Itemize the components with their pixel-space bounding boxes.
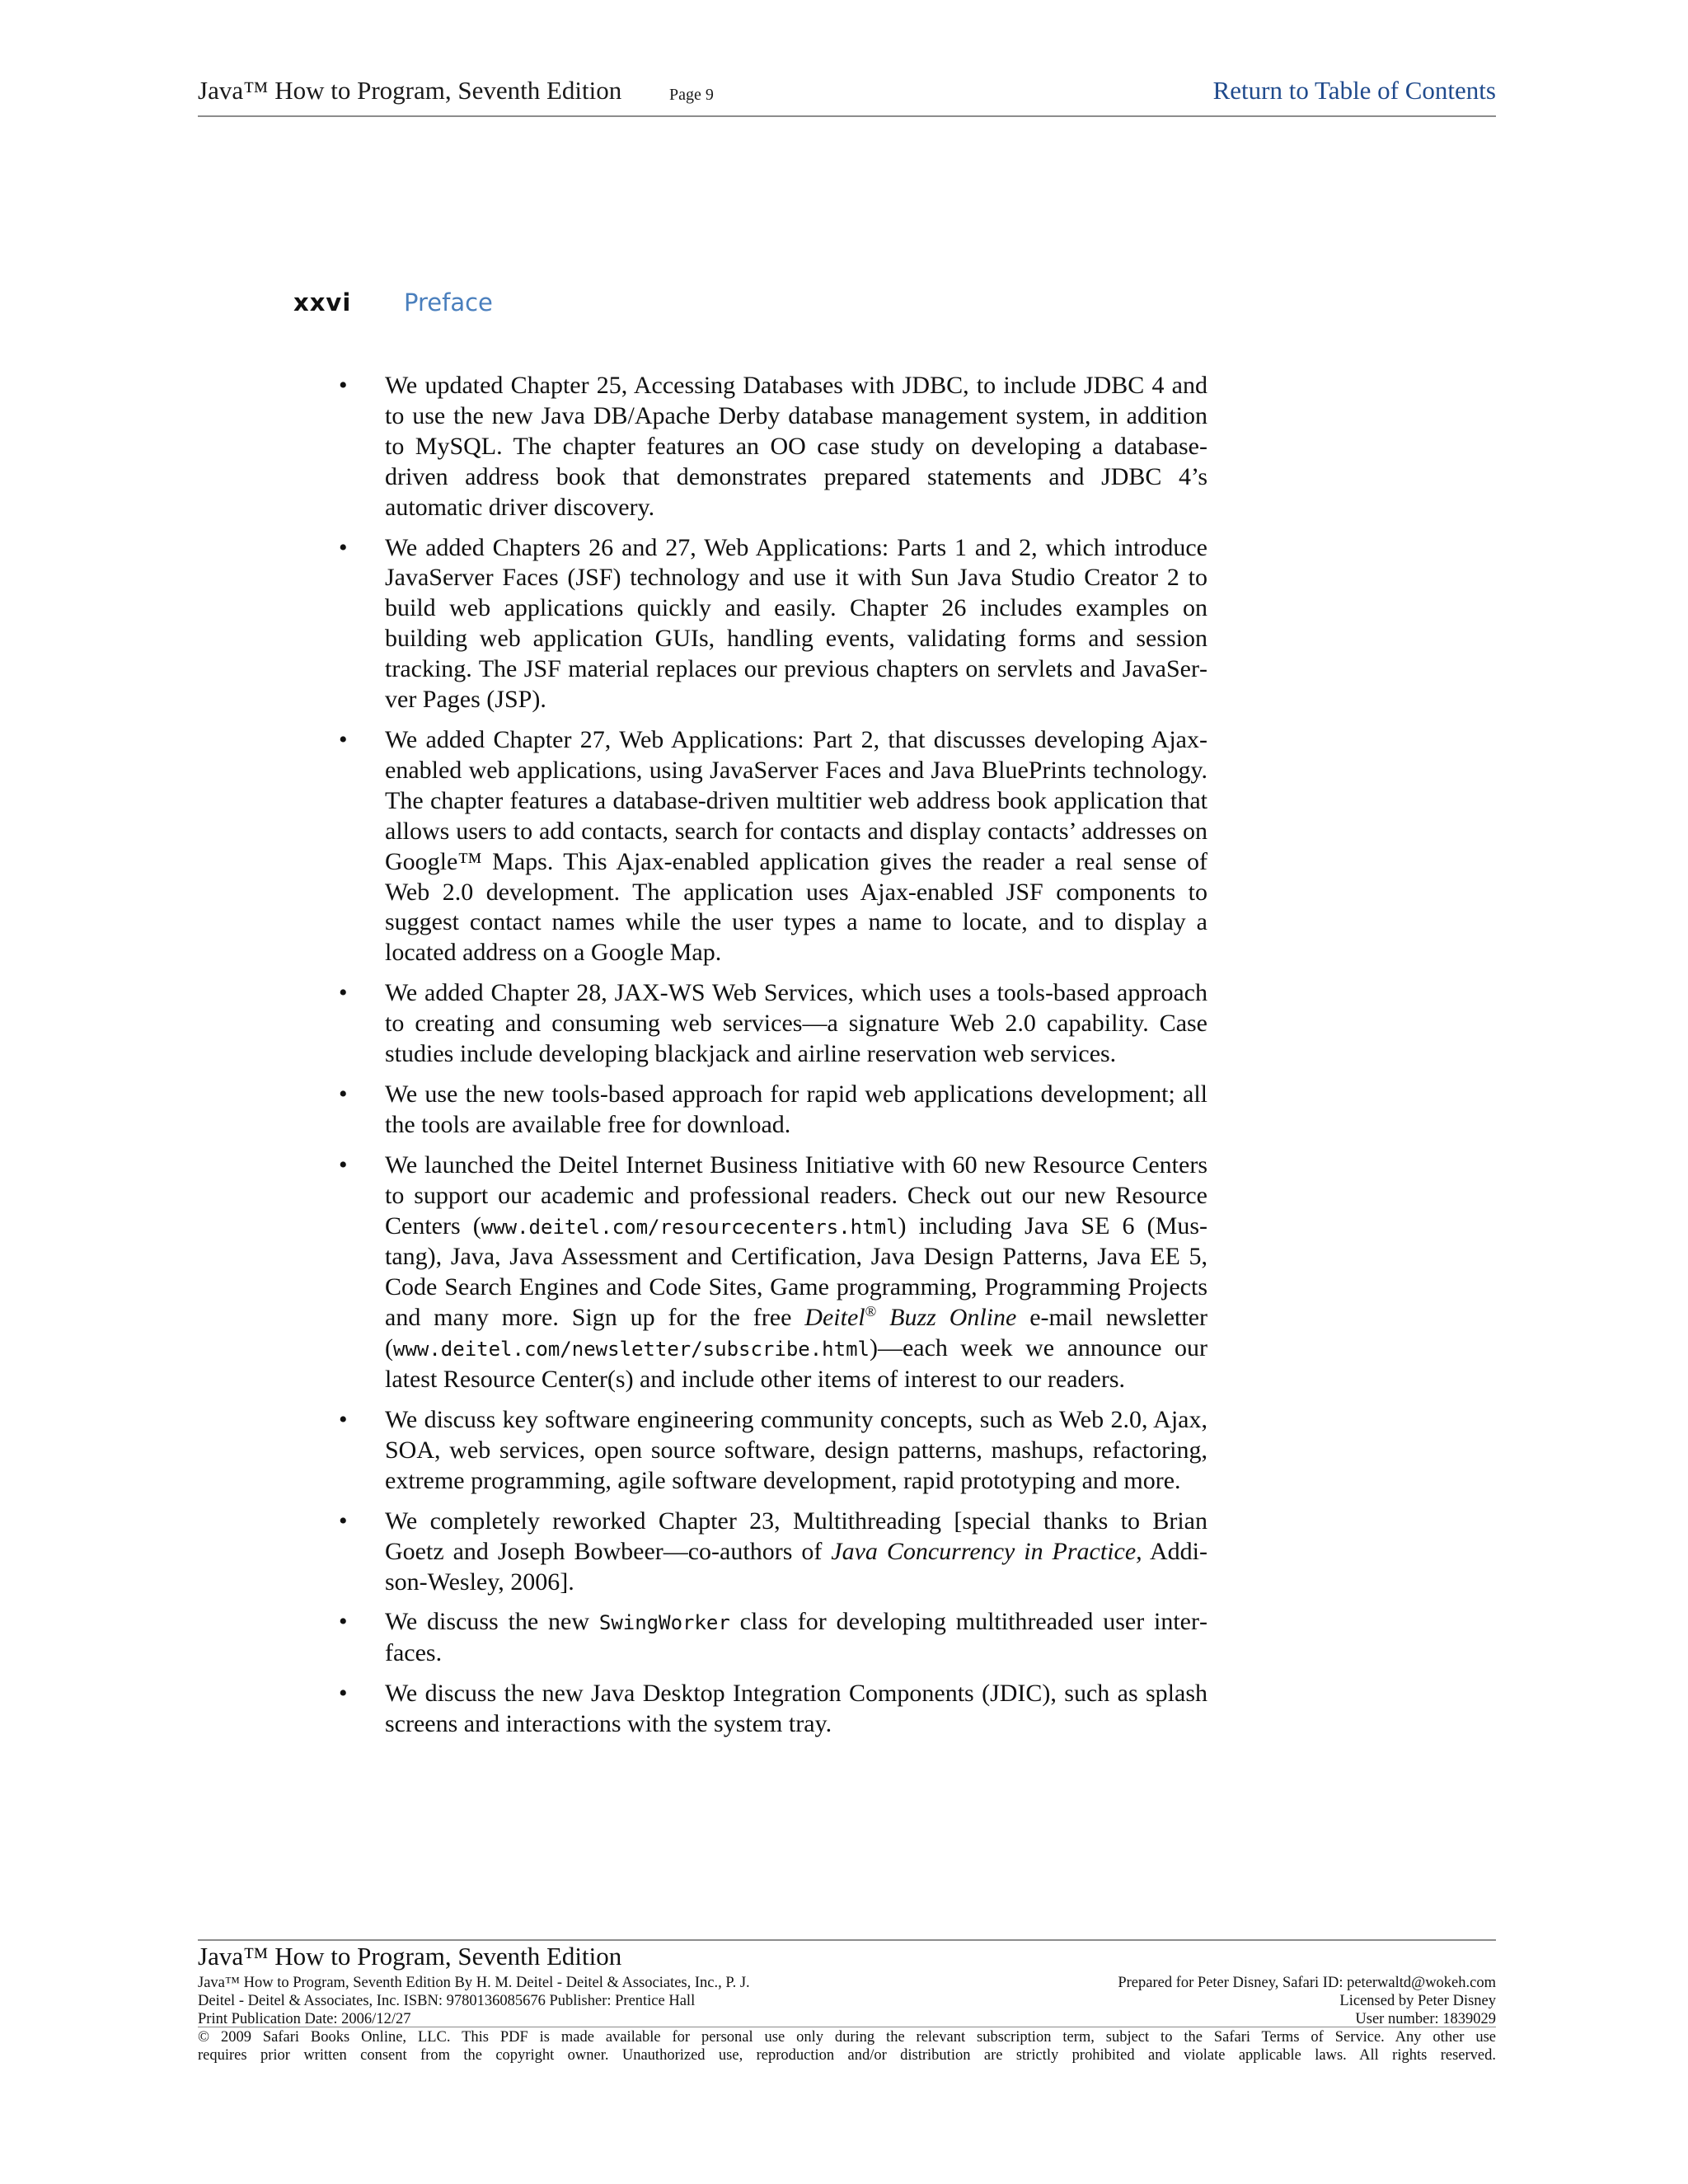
bullet-icon: • xyxy=(339,1680,348,1708)
bullet-text: class for developing multithreaded user interfaces. xyxy=(385,1608,1207,1667)
newsletter-url: www.deitel.com/newsletter/subscribe.html xyxy=(393,1338,870,1361)
footer-divider xyxy=(198,1939,1496,1941)
footer-copyright-line: © 2009 Safari Books Online, LLC. This PDF is made available for personal use only during the relevant subscription term, subject to the Safari Terms of Service. Any other use xyxy=(198,2029,1496,2046)
footer-copyright-line: requires prior written consent from the copyright owner. Unauthorized use, reproduction and/or distribution are strictly prohibited and violate applicable laws. All rights reserved. xyxy=(198,2047,1496,2064)
bullet-text: We completely reworked Chapter 23, Multithreading [special thanks to Brian Goetz and Joseph Bowbeer—co-authors of xyxy=(385,1507,1207,1565)
bullet-text: Addison-Wesley, 2006]. xyxy=(385,1537,1207,1596)
bullet-icon: • xyxy=(339,372,348,399)
bullet-icon: • xyxy=(339,979,348,1007)
folio-section-title: Preface xyxy=(404,288,493,316)
bullet-text: ) including Java SE 6 (Mustang), Java, Java Assessment and Certification, Java Design Patterns, Java EE 5, Code Search Engines and Code Sites, Game programming, Programming Projects and many more. Sign up for the free xyxy=(385,1212,1207,1332)
bullet-item xyxy=(339,1151,1207,1395)
bullet-item xyxy=(339,1405,1207,1497)
bullet-text: We added Chapter 27, Web Applications: Part 2, that discusses developing Ajax-enabled web applications, using JavaServer Faces and Java BluePrints technology. The chapter features a database-driven multitier web address book application that allows users to add contacts, search for contacts and display contacts’ addresses on Google™ Maps. This Ajax-enabled application gives the reader a real sense of Web 2.0 development. The application uses Ajax-enabled JSF components to suggest contact names while the user types a name to locate, and to display a located address on a Google Map. xyxy=(385,725,1207,967)
bullet-item xyxy=(339,533,1207,715)
bullet-text: We updated Chapter 25, Accessing Databases with JDBC, to include JDBC 4 and to use the new Java DB/Apache Derby database management system, in addition to MySQL. The chapter features an OO case study on developing a database-driven address book that demonstrates prepared statements and JDBC 4’s automatic driver discovery. xyxy=(385,372,1207,521)
bullet-icon: • xyxy=(339,1080,348,1108)
bullet-icon: • xyxy=(339,1151,348,1179)
bullet-text: )—each week we announce our latest Resource Center(s) and include other items of interest to our readers. xyxy=(385,1334,1207,1394)
bullet-icon: • xyxy=(339,533,348,561)
bullet-text: We launched the Deitel Internet Business Initiative with 60 new Resource Centers to support our academic and professional readers. Check out our new Resource Centers ( xyxy=(385,1151,1207,1240)
bullet-text: We discuss the new Java Desktop Integration Components (JDIC), such as splash screens and interactions with the system tray. xyxy=(385,1680,1207,1738)
header-page-label: Page 9 xyxy=(669,86,714,104)
header-divider xyxy=(198,115,1496,117)
return-to-toc-link[interactable]: Return to Table of Contents xyxy=(1212,76,1496,105)
footer-prepared-for: Prepared for Peter Disney, Safari ID: peterwaltd@wokeh.com xyxy=(1118,1975,1496,1991)
bullet-item xyxy=(339,978,1207,1070)
bullet-text: e-mail newsletter ( xyxy=(385,1304,1207,1362)
newsletter-brand: Deitel xyxy=(804,1304,865,1332)
header-doc-title: Java™ How to Program, Seventh Edition xyxy=(198,76,622,105)
preface-bullet-list xyxy=(339,371,1207,1750)
bullet-icon: • xyxy=(339,725,348,753)
folio-page-number: xxvi xyxy=(293,288,352,316)
bullet-item xyxy=(339,1607,1207,1669)
running-header xyxy=(198,76,1496,117)
footer-publication-date: Print Publication Date: 2006/12/27 xyxy=(198,2011,411,2027)
bullet-item xyxy=(339,371,1207,523)
bullet-icon: • xyxy=(339,1406,348,1433)
bullet-text: We discuss the new xyxy=(385,1608,599,1636)
resource-centers-url: www.deitel.com/resourcecenters.html xyxy=(481,1215,898,1239)
bullet-text: We use the new tools-based approach for rapid web applications development; all the tools are available free for download. xyxy=(385,1080,1207,1138)
bullet-item xyxy=(339,1507,1207,1598)
bullet-item xyxy=(339,725,1207,968)
bullet-icon: • xyxy=(339,1608,348,1636)
book-title: Java Concurrency in Practice, xyxy=(831,1537,1142,1565)
bullet-text: We added Chapter 28, JAX-WS Web Services, which uses a tools-based approach to creating and consuming web services—a signature Web 2.0 capability. Case studies include developing blackjack and airline reservation web services. xyxy=(385,979,1207,1068)
footer-user-number: User number: 1839029 xyxy=(1355,2011,1496,2027)
bullet-text: We added Chapters 26 and 27, Web Applications: Parts 1 and 2, which introduce JavaServer Faces (JSF) technology and use it with Sun Java Studio Creator 2 to build web applications quickly and easily. Chapter 26 includes examples on building web application GUIs, handling events, validating forms and session tracking. The JSF material replaces our previous chapters on servlets and JavaServer Pages (JSP). xyxy=(385,533,1207,714)
registered-mark: ® xyxy=(865,1303,877,1320)
bullet-item xyxy=(339,1080,1207,1141)
newsletter-name: Buzz Online xyxy=(876,1304,1017,1332)
bullet-item xyxy=(339,1679,1207,1740)
footer-licensed-by: Licensed by Peter Disney xyxy=(1339,1993,1496,2009)
bullet-text: We discuss key software engineering community concepts, such as Web 2.0, Ajax, SOA, web services, open source software, design patterns, mashups, refactoring, extreme programming, agile software development, rapid prototyping and more. xyxy=(385,1406,1207,1494)
footer-book-info: Java™ How to Program, Seventh Edition By H. M. Deitel - Deitel & Associates, Inc., P. J. xyxy=(198,1975,750,1991)
class-name-code: SwingWorker xyxy=(598,1611,730,1635)
footer-title: Java™ How to Program, Seventh Edition xyxy=(198,1942,622,1971)
footer-publisher-info: Deitel - Deitel & Associates, Inc. ISBN: 9780136085676 Publisher: Prentice Hall xyxy=(198,1993,696,2009)
bullet-icon: • xyxy=(339,1507,348,1535)
